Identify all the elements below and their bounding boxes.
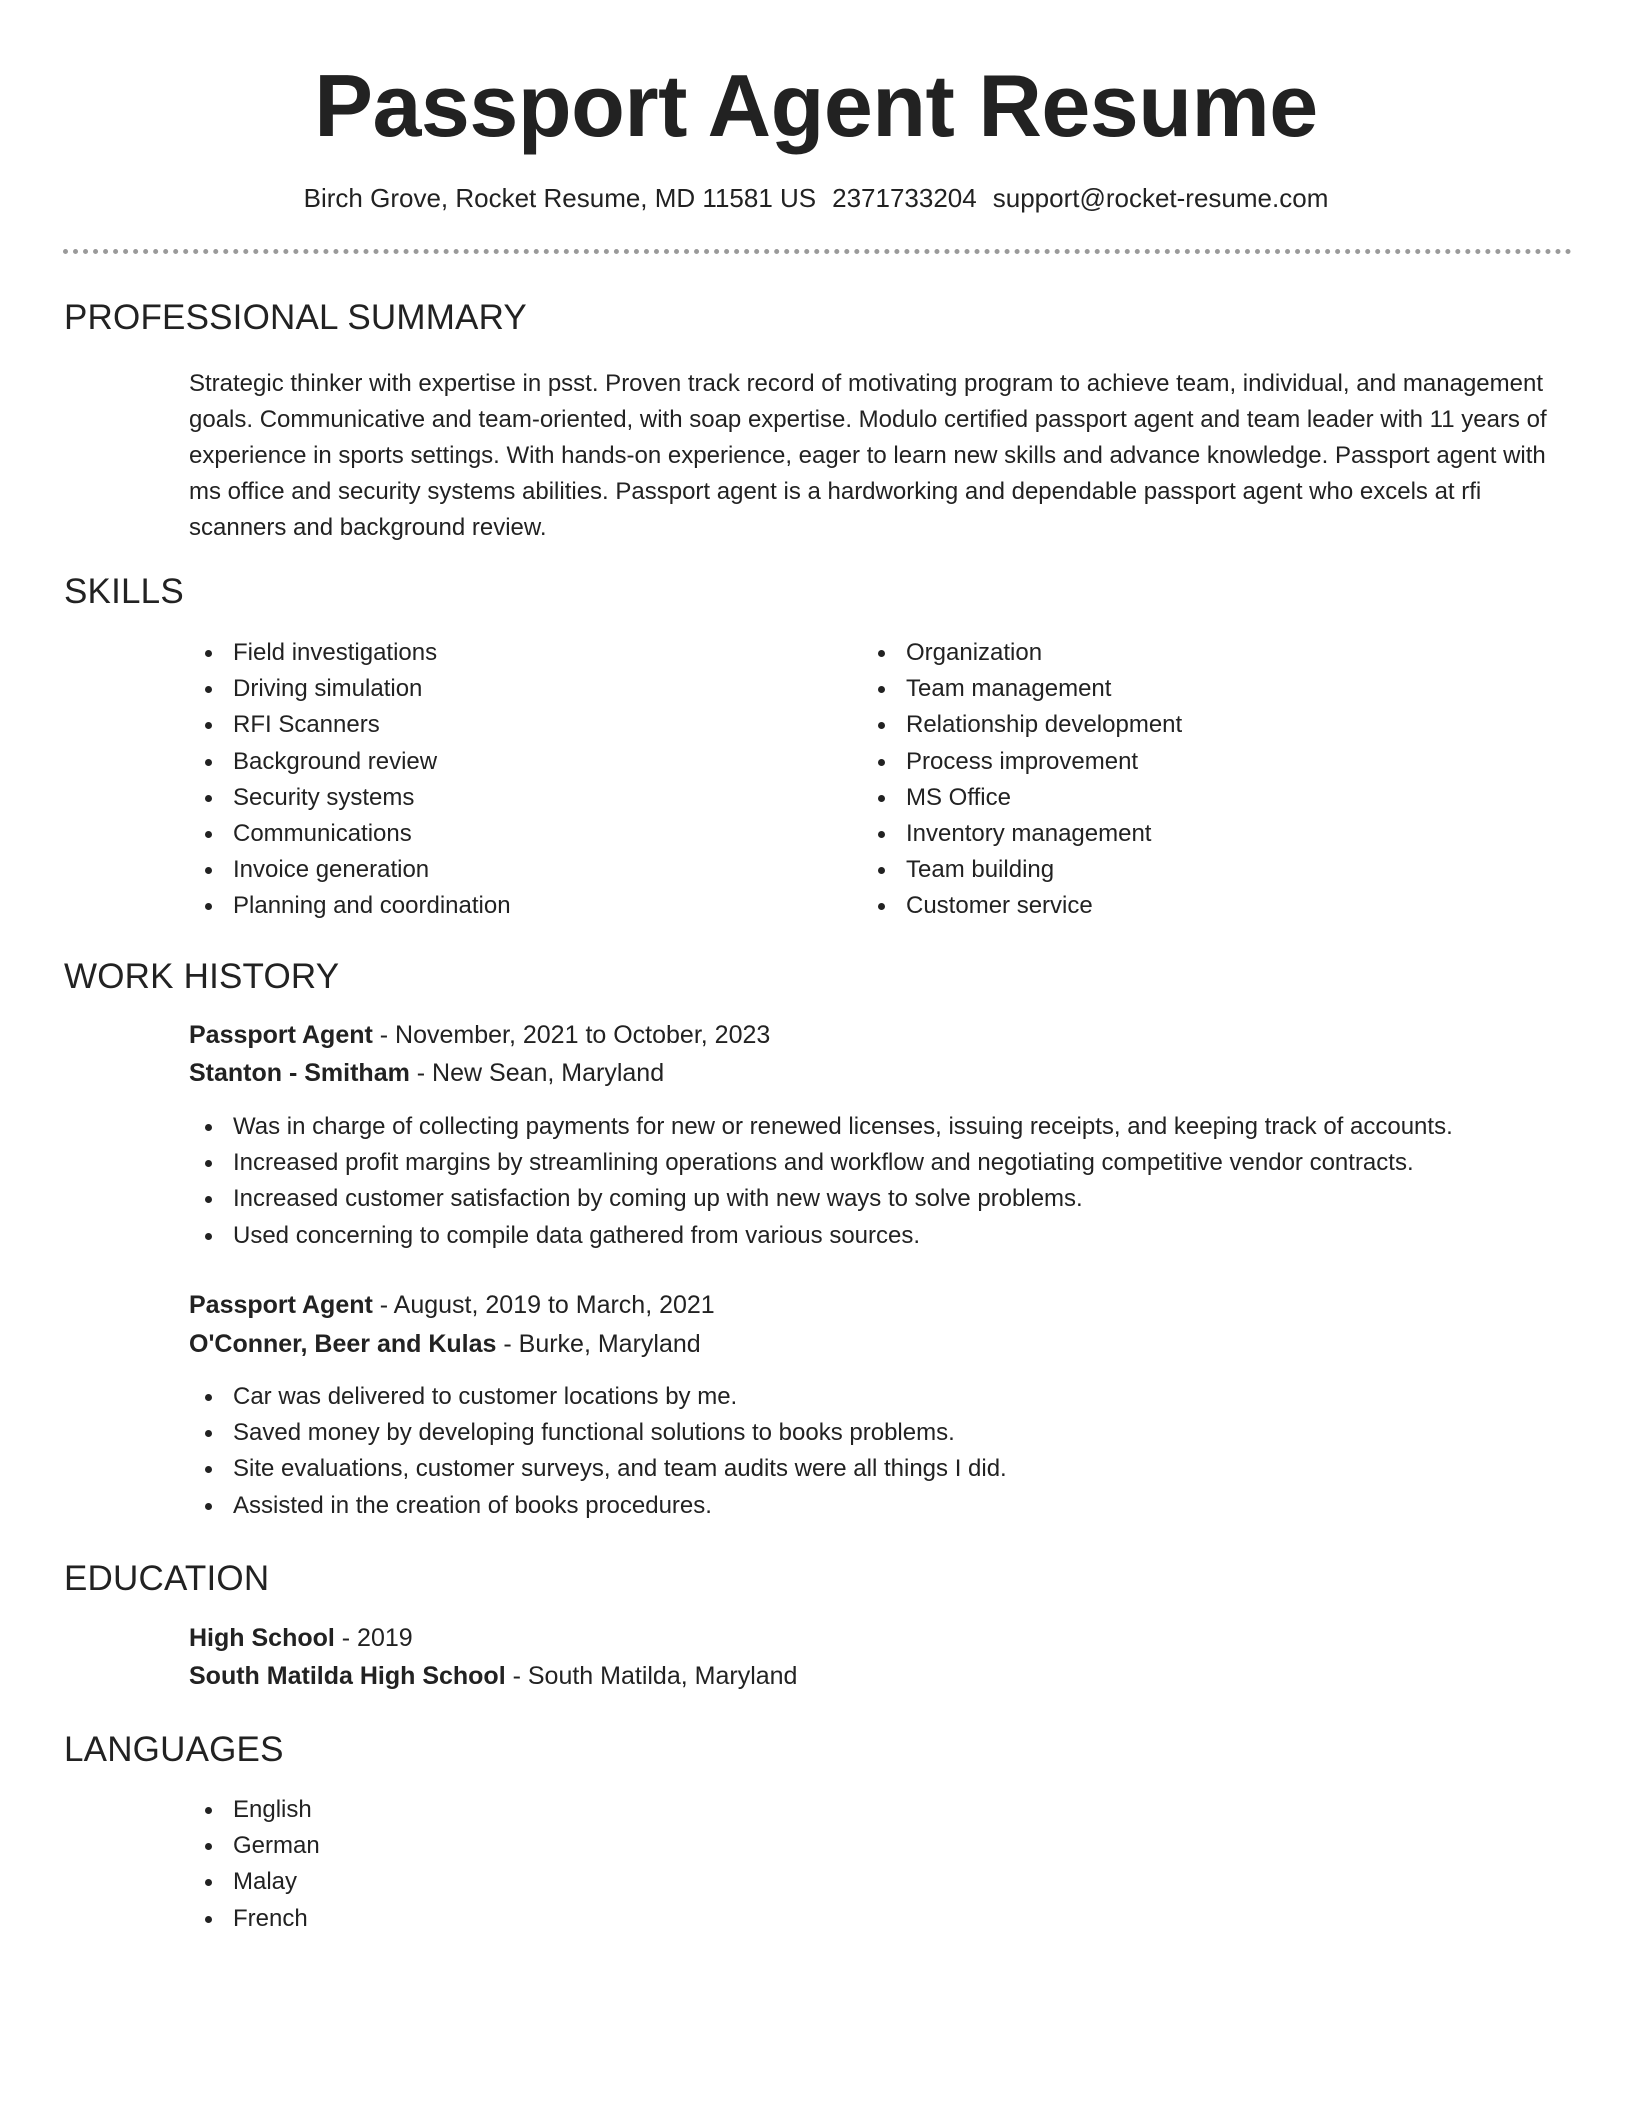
language-item: German bbox=[189, 1828, 320, 1864]
job-title: Passport Agent bbox=[189, 1291, 373, 1319]
skills-list-right bbox=[862, 635, 1182, 925]
language-item: French bbox=[189, 1901, 320, 1937]
skill-item: Customer service bbox=[862, 888, 1182, 924]
education-heading: EDUCATION bbox=[64, 1559, 270, 1598]
job-title-line bbox=[189, 1016, 770, 1054]
skill-item: Field investigations bbox=[189, 635, 511, 671]
job-bullet: Site evaluations, customer surveys, and team audits were all things I did. bbox=[189, 1451, 1007, 1487]
job-location: - New Sean, Maryland bbox=[409, 1059, 665, 1087]
job-dates: - August, 2019 to March, 2021 bbox=[372, 1291, 715, 1319]
header-divider bbox=[63, 249, 1572, 254]
skill-item: Team building bbox=[862, 852, 1182, 888]
job-company: Stanton - Smitham bbox=[189, 1059, 410, 1087]
skill-item: Security systems bbox=[189, 780, 511, 816]
job-bullet: Used concerning to compile data gathered from various sources. bbox=[189, 1218, 1453, 1254]
job-location: - Burke, Maryland bbox=[496, 1330, 701, 1358]
job-dates: - November, 2021 to October, 2023 bbox=[372, 1021, 771, 1049]
contact-info bbox=[0, 180, 1632, 216]
languages-list bbox=[189, 1792, 320, 1937]
skill-item: Driving simulation bbox=[189, 671, 511, 707]
language-item: English bbox=[189, 1792, 320, 1828]
job-bullet: Car was delivered to customer locations by me. bbox=[189, 1379, 1007, 1415]
summary-text: Strategic thinker with expertise in psst. Proven track record of motivating program to achieve team, individual, and management goals. Communicative and team-oriented, with soap expertise. Modulo certified passport agent and team leader with 11 years of experience in sports settings. With hands-on experience, eager to learn new skills and advance knowledge. Passport agent with ms office and security systems abilities. Passport agent is a hardworking and dependable passport agent who excels at rfi scanners and background review. bbox=[189, 370, 1547, 541]
skill-item: Team management bbox=[862, 671, 1182, 707]
skills-list-left bbox=[189, 635, 511, 925]
skill-item: Background review bbox=[189, 744, 511, 780]
job-bullets bbox=[189, 1109, 1453, 1254]
education-year: - 2019 bbox=[334, 1624, 413, 1652]
language-item: Malay bbox=[189, 1864, 320, 1900]
job-title-line bbox=[189, 1286, 715, 1324]
education-degree: High School bbox=[189, 1624, 335, 1652]
languages-heading: LANGUAGES bbox=[64, 1730, 284, 1769]
job-bullet: Saved money by developing functional solutions to books problems. bbox=[189, 1415, 1007, 1451]
contact-address: Birch Grove, Rocket Resume, MD 11581 US bbox=[303, 183, 817, 213]
work-heading: WORK HISTORY bbox=[64, 957, 340, 996]
job-company-line bbox=[189, 1054, 664, 1092]
education-school-line bbox=[189, 1657, 797, 1695]
job-bullet: Increased customer satisfaction by coming up with new ways to solve problems. bbox=[189, 1181, 1453, 1217]
skill-item: Inventory management bbox=[862, 816, 1182, 852]
job-company: O'Conner, Beer and Kulas bbox=[189, 1330, 497, 1358]
skill-item: Planning and coordination bbox=[189, 888, 511, 924]
job-title: Passport Agent bbox=[189, 1021, 373, 1049]
education-school: South Matilda High School bbox=[189, 1662, 506, 1690]
skill-item: MS Office bbox=[862, 780, 1182, 816]
skill-item: Organization bbox=[862, 635, 1182, 671]
job-bullet: Assisted in the creation of books procedures. bbox=[189, 1488, 1007, 1524]
skill-item: Process improvement bbox=[862, 744, 1182, 780]
skill-item: Communications bbox=[189, 816, 511, 852]
contact-phone: 2371733204 bbox=[832, 183, 977, 213]
resume-title: Passport Agent Resume bbox=[314, 56, 1318, 155]
job-bullets bbox=[189, 1379, 1007, 1524]
job-company-line bbox=[189, 1325, 701, 1363]
job-bullet: Was in charge of collecting payments for new or renewed licenses, issuing receipts, and keeping track of accounts. bbox=[189, 1109, 1453, 1145]
contact-email: support@rocket-resume.com bbox=[992, 183, 1329, 213]
education-location: - South Matilda, Maryland bbox=[505, 1662, 798, 1690]
skill-item: Invoice generation bbox=[189, 852, 511, 888]
skills-heading: SKILLS bbox=[64, 572, 184, 611]
education-degree-line bbox=[189, 1619, 413, 1657]
skill-item: Relationship development bbox=[862, 707, 1182, 743]
skill-item: RFI Scanners bbox=[189, 707, 511, 743]
job-bullet: Increased profit margins by streamlining operations and workflow and negotiating competitive vendor contracts. bbox=[189, 1145, 1453, 1181]
summary-heading: PROFESSIONAL SUMMARY bbox=[64, 298, 527, 337]
